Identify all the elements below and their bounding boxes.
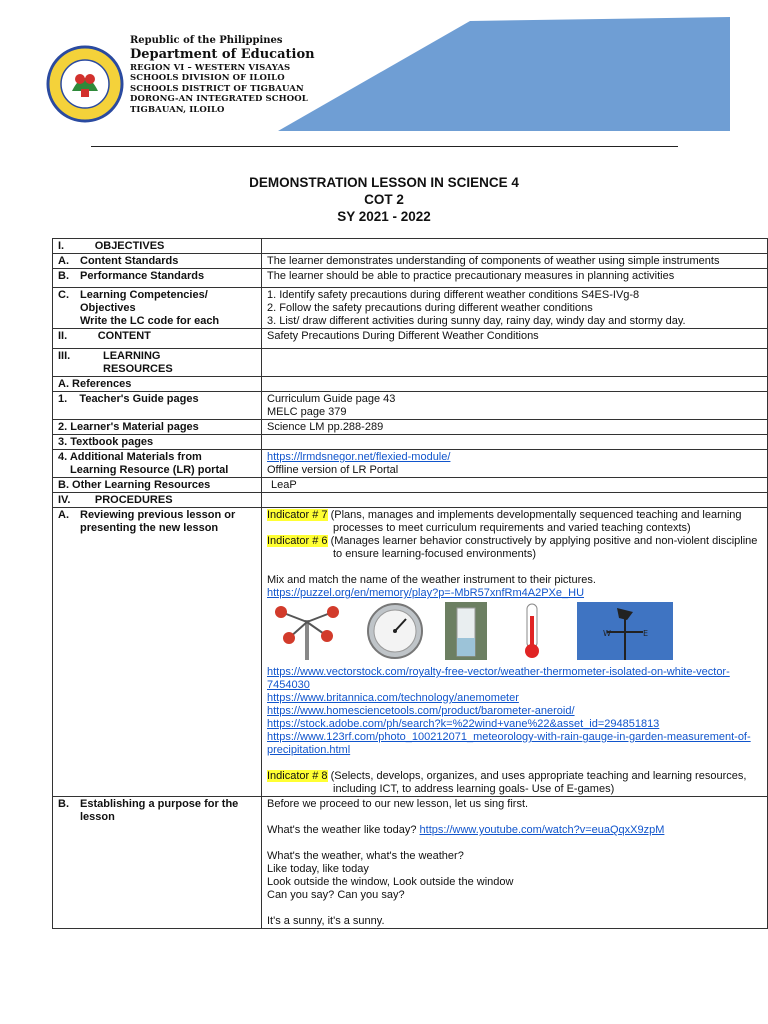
row-value	[262, 288, 768, 329]
image-source-link[interactable]: https://www.123rf.com/photo_100212071_meteorology-with-rain-gauge-in-garden-measurement-of-precipitation.html	[267, 731, 751, 756]
header-line: Department of Education	[130, 46, 315, 62]
indicator-7: Indicator # 7 (Plans, manages and implements developmentally sequenced teaching and learning processes to meet curriculum requirements and varied teaching contexts)	[267, 509, 742, 534]
lr-portal-note: Offline version of LR Portal	[267, 464, 399, 476]
title-line: SY 2021 - 2022	[337, 209, 431, 224]
competency-item: 2. Follow the safety precautions during different weather conditions	[267, 302, 593, 314]
table-row	[53, 493, 768, 508]
title-line: DEMONSTRATION LESSON IN SCIENCE 4	[249, 175, 519, 190]
puzzel-link[interactable]: https://puzzel.org/en/memory/play?p=-MbR57xnfRm4A2PXe_HU	[267, 587, 585, 599]
row-label: B. Other Learning Resources	[53, 478, 262, 493]
header-line: DORONG-AN INTEGRATED SCHOOL	[130, 94, 308, 104]
activity-text: Mix and match the name of the weather instrument to their pictures.	[267, 574, 596, 586]
row-value: Safety Precautions During Different Weather Conditions	[262, 329, 768, 349]
row-label: 1. Teacher's Guide pages	[53, 392, 262, 420]
row-value	[262, 392, 768, 420]
table-row	[53, 288, 768, 329]
youtube-link[interactable]: https://www.youtube.com/watch?v=euaQqxX9zpM	[419, 824, 665, 836]
thermometer-image	[519, 602, 545, 660]
image-source-link[interactable]: https://stock.adobe.com/ph/search?k=%22wind+vane%22&asset_id=294851813	[267, 718, 660, 730]
row-value: Science LM pp.288-289	[262, 420, 768, 435]
competency-item: 1. Identify safety precautions during different weather conditions S4ES-IVg-8	[267, 289, 640, 301]
table-row	[53, 450, 768, 478]
row-label: A. References	[53, 377, 262, 392]
header-line: SCHOOLS DIVISION OF ILOILO	[130, 73, 285, 83]
row-label: 2. Learner's Material pages	[53, 420, 262, 435]
row-label: III. LEARNING RESOURCES	[53, 349, 262, 377]
image-source-link[interactable]: https://www.homesciencetools.com/product/barometer-aneroid/	[267, 705, 575, 717]
row-label: B. Establishing a purpose for the lesson	[53, 797, 262, 929]
rain-gauge-image	[445, 602, 487, 660]
table-row	[53, 254, 768, 269]
anemometer-image	[267, 602, 347, 660]
intro-text: Before we proceed to our new lesson, let us sing first.	[267, 798, 529, 810]
label-line: Learning Resource (LR) portal	[70, 464, 229, 476]
wind-vane-image	[577, 602, 673, 660]
header-line: SCHOOLS DISTRICT OF TIGBAUAN	[130, 83, 304, 94]
table-row	[53, 349, 768, 377]
lesson-plan-table	[52, 238, 768, 929]
row-value	[262, 508, 768, 797]
row-value	[262, 493, 768, 508]
table-row	[53, 392, 768, 420]
row-value	[262, 239, 768, 254]
row-label: A. Reviewing previous lesson or presenting the new lesson	[53, 508, 262, 797]
header-divider	[91, 146, 678, 147]
indicator-6: Indicator # 6 (Manages learner behavior constructively by applying positive and non-violent discipline to ensure learning-focused environments)	[267, 535, 758, 560]
table-row	[53, 377, 768, 392]
weather-instrument-images	[267, 602, 763, 662]
lyric-line: It's a sunny, it's a sunny.	[267, 915, 385, 927]
table-row	[53, 797, 768, 929]
reference-item: MELC page 379	[267, 406, 347, 418]
row-value	[262, 450, 768, 478]
lr-portal-link[interactable]: https://lrmdsnegor.net/flexied-module/	[267, 451, 451, 463]
lyric-line: Like today, like today	[267, 863, 369, 875]
image-source-link[interactable]: https://www.vectorstock.com/royalty-free-vector/weather-thermometer-isolated-on-white-vector-7454030	[267, 666, 730, 691]
image-source-link[interactable]: https://www.britannica.com/technology/anemometer	[267, 692, 519, 704]
lyric-line: Look outside the window, Look outside the window	[267, 876, 514, 888]
row-label: I. OBJECTIVES	[53, 239, 262, 254]
indicator-8: Indicator # 8 (Selects, develops, organizes, and uses appropriate teaching and learning resources, including ICT, to address learning goals- Use of E-games)	[267, 770, 747, 795]
lyric-line: Can you say? Can you say?	[267, 889, 405, 901]
svg-text:E: E	[643, 629, 649, 638]
row-value	[262, 797, 768, 929]
table-row	[53, 420, 768, 435]
competency-item: 3. List/ draw different activities during sunny day, rainy day, windy day and stormy day.	[267, 315, 686, 327]
row-value: LeaP	[262, 478, 768, 493]
svg-text:W: W	[603, 629, 611, 638]
deped-header-text	[130, 36, 315, 115]
table-row	[53, 329, 768, 349]
row-label: IV. PROCEDURES	[53, 493, 262, 508]
header-banner-shape	[270, 17, 730, 135]
row-label: 3. Textbook pages	[53, 435, 262, 450]
header-line: TIGBAUAN, ILOILO	[130, 104, 225, 115]
row-label: A. Content Standards	[53, 254, 262, 269]
row-label: C. Learning Competencies/ Objectives Write the LC code for each	[53, 288, 262, 329]
header-line: REGION VI – WESTERN VISAYAS	[130, 62, 291, 73]
table-row	[53, 435, 768, 450]
table-row	[53, 508, 768, 797]
song-question: What's the weather like today? https://www.youtube.com/watch?v=euaQqxX9zpM	[267, 824, 665, 836]
row-label	[53, 450, 262, 478]
table-row	[53, 239, 768, 254]
label-line: 4. Additional Materials from	[58, 451, 202, 463]
header-line: Republic of the Philippines	[130, 35, 283, 46]
school-seal-logo	[46, 45, 124, 123]
reference-item: Curriculum Guide page 43	[267, 393, 396, 405]
row-label: B. Performance Standards	[53, 269, 262, 288]
row-value: The learner should be able to practice precautionary measures in planning activities	[262, 269, 768, 288]
barometer-image	[362, 602, 428, 660]
row-value	[262, 435, 768, 450]
title-line: COT 2	[364, 192, 404, 207]
table-row	[53, 478, 768, 493]
row-value	[262, 377, 768, 392]
lyric-line: What's the weather, what's the weather?	[267, 850, 464, 862]
row-value: The learner demonstrates understanding of components of weather using simple instruments	[262, 254, 768, 269]
table-row	[53, 269, 768, 288]
row-value	[262, 349, 768, 377]
row-label: II. CONTENT	[53, 329, 262, 349]
document-title	[0, 174, 768, 225]
